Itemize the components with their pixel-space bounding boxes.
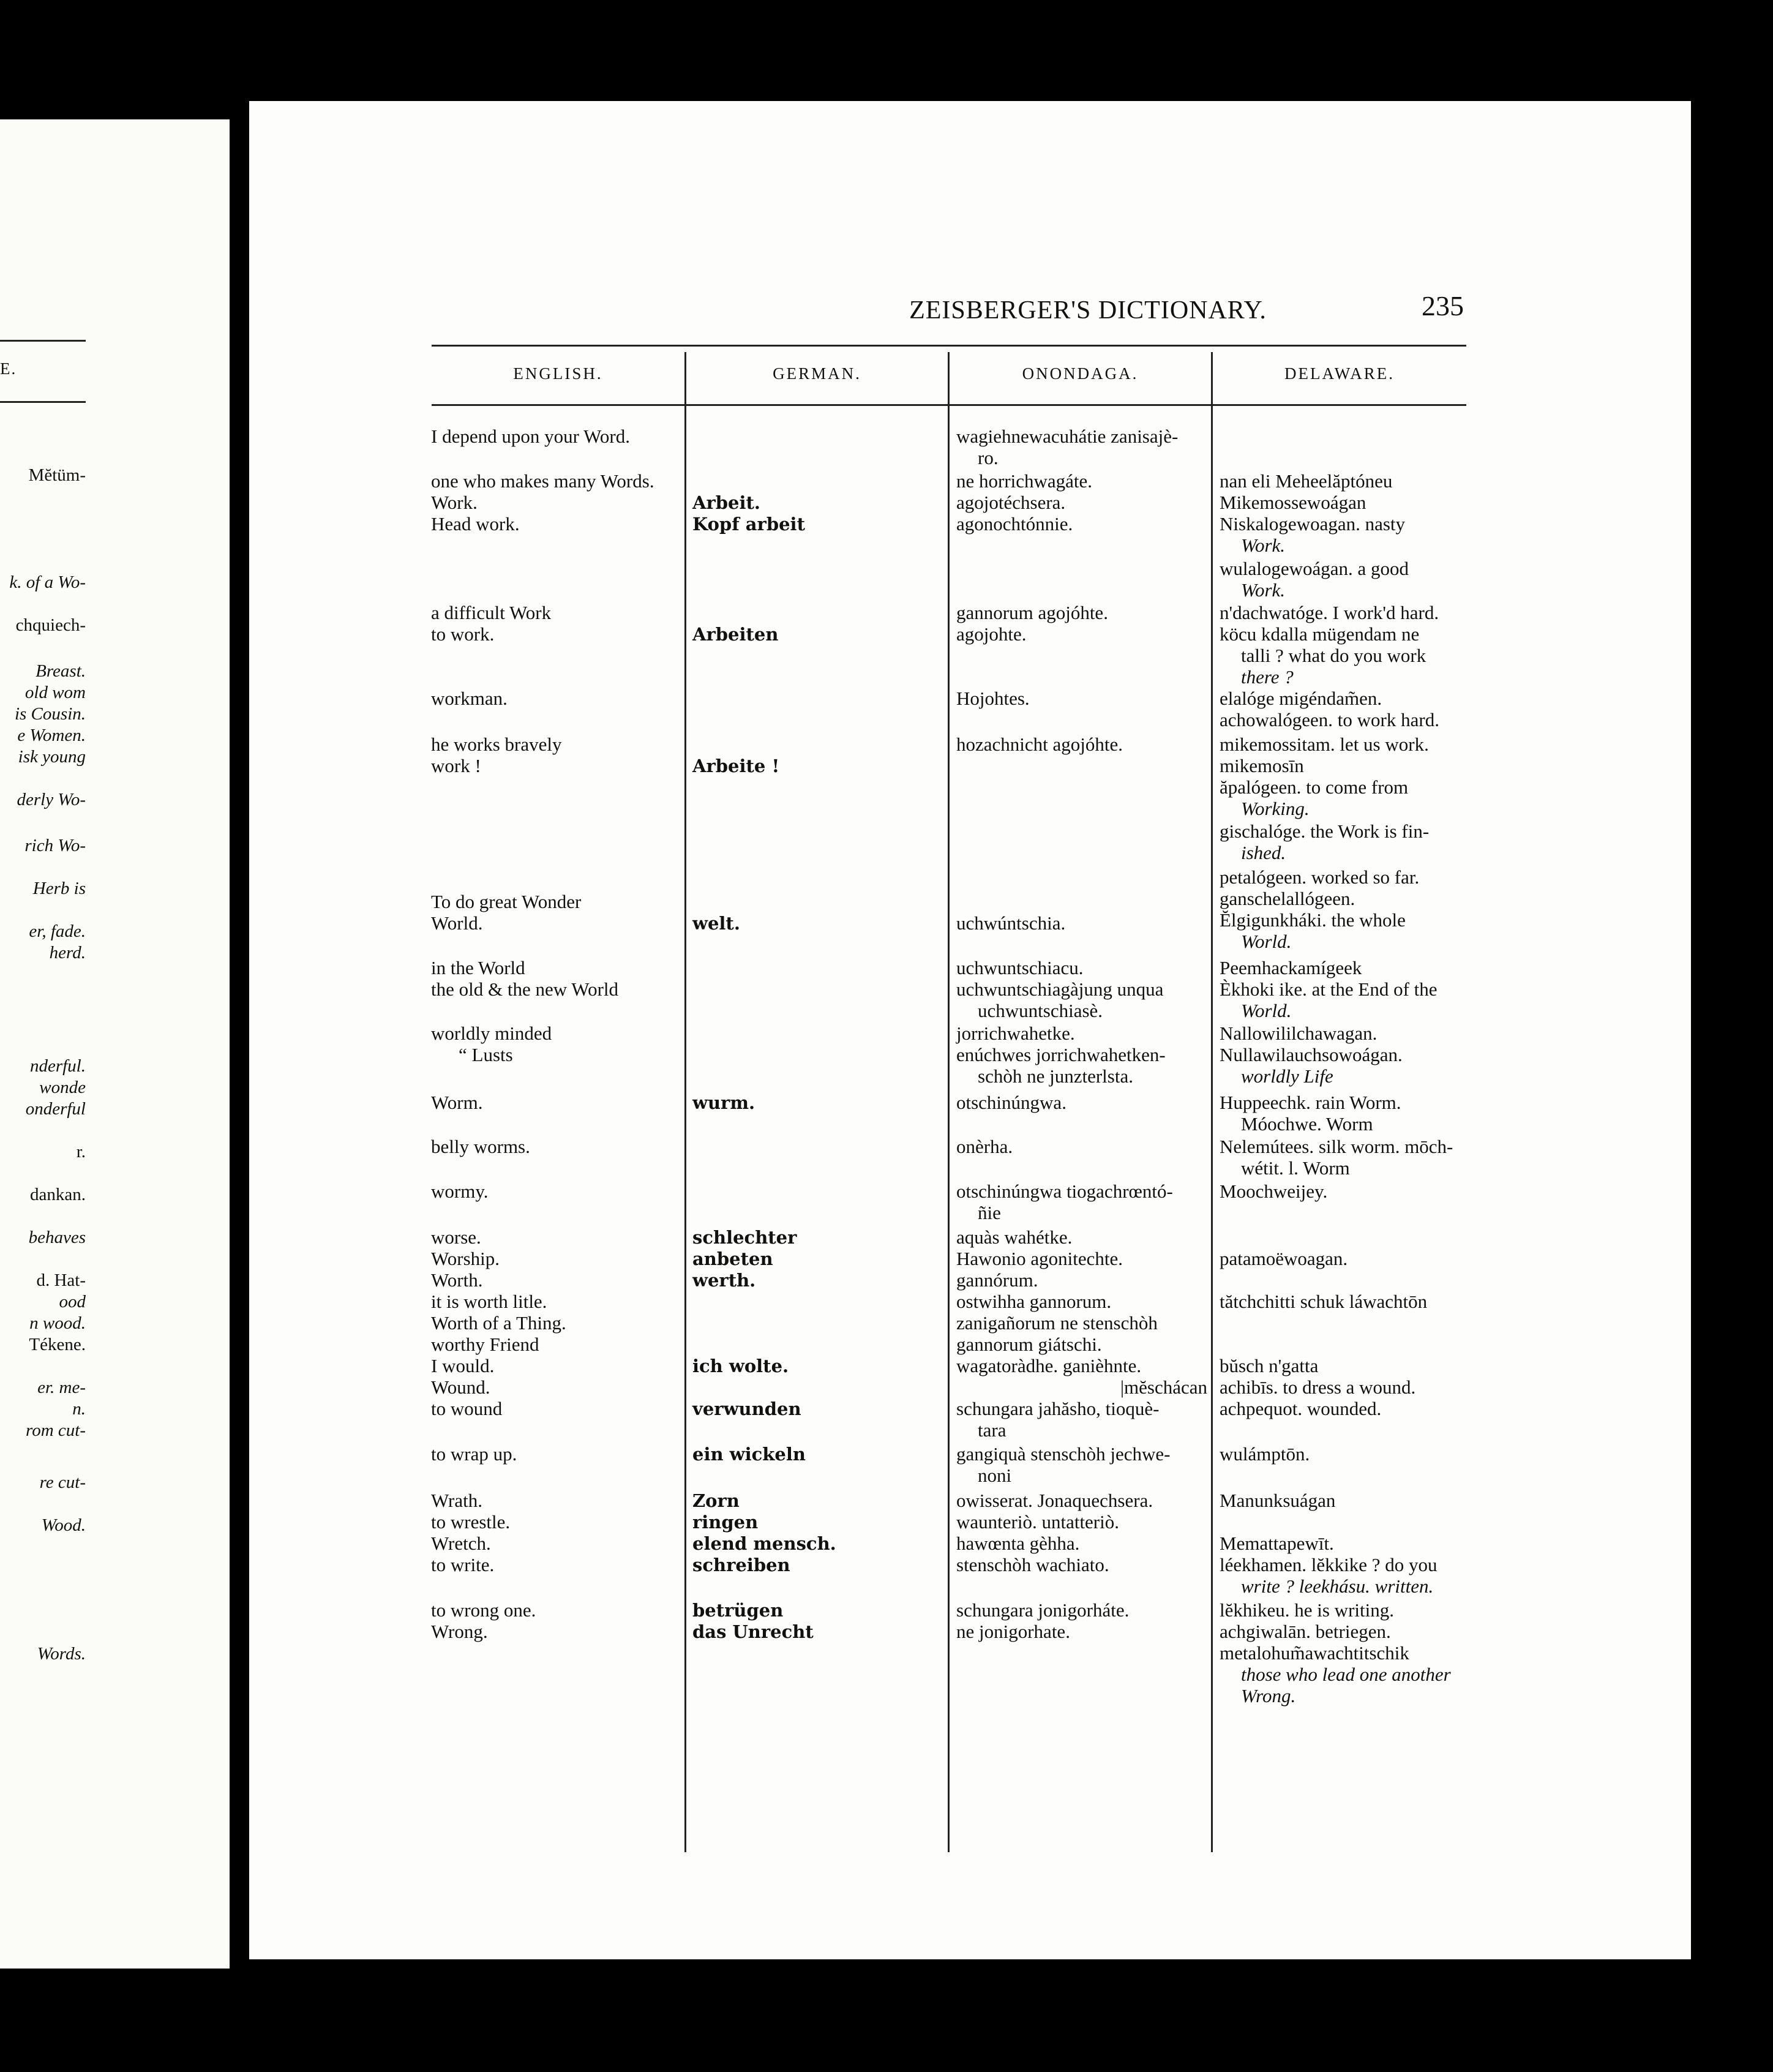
english-entry: Wretch. [431, 1533, 491, 1554]
onondaga-entry: jorrichwahetke. [956, 1023, 1075, 1044]
onondaga-entry: owisserat. Jonaquechsera. [956, 1490, 1153, 1511]
onondaga-entry: Hojohtes. [956, 688, 1030, 709]
english-entry: Wrath. [431, 1490, 482, 1511]
left-fragment: rom cut- [26, 1421, 86, 1440]
delaware-entry: tătchchitti schuk láwachtōn [1220, 1291, 1428, 1312]
onondaga-entry: gangiquà stenschòh jechwe- [956, 1443, 1171, 1465]
english-entry: worldly minded [431, 1023, 552, 1044]
left-fragment: er. me- [37, 1378, 86, 1397]
onondaga-entry: aquàs wahétke. [956, 1226, 1073, 1248]
delaware-entry: Wrong. [1241, 1685, 1296, 1706]
delaware-entry: Working. [1241, 798, 1310, 819]
onondaga-entry: onèrha. [956, 1136, 1013, 1157]
english-entry: worthy Friend [431, 1334, 539, 1355]
column-header-onondaga: ONONDAGA. [1022, 364, 1139, 383]
onondaga-entry: otschinúngwa. [956, 1092, 1066, 1113]
left-fragment: herd. [49, 943, 86, 963]
onondaga-entry: wagiehnewacuhátie zanisajè- [956, 426, 1179, 447]
delaware-entry: Work. [1241, 579, 1286, 601]
delaware-entry: Nullawilauchsowoágan. [1220, 1044, 1403, 1065]
german-entry: Arbeit. [692, 492, 761, 513]
left-fragment: k. of a Wo- [9, 572, 86, 592]
german-entry: Arbeiten [692, 624, 779, 645]
column-divider [948, 352, 950, 1852]
onondaga-entry: gannórum. [956, 1269, 1038, 1291]
left-fragment: chquiech- [15, 615, 86, 635]
english-entry: Worth. [431, 1269, 483, 1291]
delaware-entry: nan eli Meheelăptóneu [1220, 470, 1393, 492]
book-gutter [230, 110, 249, 1972]
english-entry: he works bravely [431, 734, 562, 755]
german-entry: das Unrecht [692, 1621, 814, 1642]
delaware-entry: Manunksuágan [1220, 1490, 1336, 1511]
left-fragment: is Cousin. [14, 704, 86, 724]
left-page-fragment [0, 119, 230, 1969]
left-fragment: onderful [25, 1099, 86, 1119]
english-entry: worse. [431, 1226, 481, 1248]
delaware-entry: lĕkhikeu. he is writing. [1220, 1599, 1394, 1621]
delaware-entry: mikemosīn [1220, 755, 1304, 776]
english-entry: to wrap up. [431, 1443, 517, 1465]
delaware-entry: n'dachwatóge. I work'd hard. [1220, 602, 1439, 623]
german-entry: verwunden [692, 1398, 801, 1419]
onondaga-entry: stenschòh wachiato. [956, 1554, 1109, 1575]
delaware-entry: bŭsch n'gatta [1220, 1355, 1319, 1376]
delaware-entry: achowalógeen. to work hard. [1220, 709, 1439, 730]
english-entry: Head work. [431, 513, 520, 535]
english-entry: Worm. [431, 1092, 483, 1113]
delaware-entry: achpequot. wounded. [1220, 1398, 1382, 1419]
onondaga-entry: uchwúntschia. [956, 912, 1066, 934]
left-page-rule [0, 401, 86, 403]
delaware-entry: wulalogewoágan. a good [1220, 558, 1409, 579]
delaware-entry: World. [1241, 1000, 1292, 1021]
german-entry: Zorn [692, 1490, 740, 1511]
german-entry: elend mensch. [692, 1533, 836, 1554]
english-entry: Worth of a Thing. [431, 1312, 566, 1334]
delaware-entry: Peemhackamígeek [1220, 957, 1362, 978]
delaware-entry: Work. [1241, 535, 1286, 556]
column-header-english: ENGLISH. [513, 364, 603, 383]
left-fragment: behaves [28, 1228, 86, 1247]
left-fragment: Mĕtüm- [28, 465, 86, 485]
column-header-delaware: DELAWARE. [1284, 364, 1395, 383]
german-entry: Kopf arbeit [692, 514, 805, 535]
delaware-entry: ganschelallógeen. [1220, 888, 1355, 909]
column-header-german: GERMAN. [773, 364, 861, 383]
delaware-entry: talli ? what do you work [1241, 645, 1426, 666]
delaware-entry: write ? leekhásu. written. [1241, 1575, 1434, 1597]
english-entry: work ! [431, 755, 481, 776]
onondaga-entry: ne horrichwagáte. [956, 470, 1093, 492]
delaware-entry: Èkhoki ike. at the End of the [1220, 978, 1438, 1000]
english-entry: it is worth litle. [431, 1291, 547, 1312]
onondaga-entry: |mĕschácan [1120, 1376, 1207, 1398]
delaware-entry: Móochwe. Worm [1241, 1113, 1373, 1135]
delaware-entry: World. [1241, 931, 1292, 952]
onondaga-entry: tara [978, 1419, 1006, 1441]
onondaga-entry: agojotéchsera. [956, 492, 1066, 513]
english-entry: I depend upon your Word. [431, 426, 630, 447]
onondaga-entry: zanigañorum ne stenschòh [956, 1312, 1158, 1334]
onondaga-entry: schungara jonigorháte. [956, 1599, 1130, 1621]
left-fragment: er, fade. [29, 922, 86, 941]
onondaga-entry: ro. [978, 447, 999, 468]
delaware-entry: Ĕlgigunkháki. the whole [1220, 909, 1406, 931]
delaware-entry: mikemossitam. let us work. [1220, 734, 1429, 755]
onondaga-entry: gannorum agojóhte. [956, 602, 1108, 623]
english-entry: Wrong. [431, 1621, 488, 1642]
onondaga-entry: wagatoràdhe. ganièhnte. [956, 1355, 1142, 1376]
english-entry: the old & the new World [431, 978, 619, 1000]
left-fragment: dankan. [30, 1185, 86, 1204]
left-fragment: isk young [18, 747, 86, 767]
left-page-rule [0, 340, 86, 342]
onondaga-entry: otschinúngwa tiogachrœntó- [956, 1181, 1173, 1202]
german-entry: ich wolte. [692, 1356, 789, 1376]
header-rule-top [432, 345, 1466, 347]
english-entry: to work. [431, 623, 495, 645]
onondaga-entry: Hawonio agonitechte. [956, 1248, 1123, 1269]
delaware-entry: Moochweijey. [1220, 1181, 1328, 1202]
onondaga-entry: uchwuntschiacu. [956, 957, 1084, 978]
english-entry: Worship. [431, 1248, 500, 1269]
column-divider [1211, 352, 1213, 1852]
german-entry: betrügen [692, 1600, 784, 1621]
onondaga-entry: schòh ne junzterlsta. [978, 1065, 1133, 1087]
english-entry: Wound. [431, 1376, 490, 1398]
delaware-entry: wétit. l. Worm [1241, 1157, 1350, 1179]
german-entry: schlechter [692, 1227, 797, 1248]
english-entry: World. [431, 912, 483, 934]
english-entry: “ Lusts [459, 1044, 513, 1065]
left-fragment: r. [76, 1142, 86, 1162]
dictionary-page [249, 101, 1691, 1959]
delaware-entry: achibīs. to dress a wound. [1220, 1376, 1416, 1398]
german-entry: welt. [692, 913, 740, 934]
left-fragment: re cut- [39, 1473, 86, 1492]
delaware-entry: Memattapewīt. [1220, 1533, 1334, 1554]
english-entry: to wrestle. [431, 1511, 511, 1533]
english-entry: to write. [431, 1554, 495, 1575]
left-page-header: E. [0, 359, 17, 378]
delaware-entry: those who lead one another [1241, 1664, 1451, 1685]
column-divider [684, 352, 686, 1852]
delaware-entry: köcu kdalla mügendam ne [1220, 623, 1420, 645]
left-fragment: old wom [24, 683, 86, 702]
delaware-entry: wulámptōn. [1220, 1443, 1310, 1465]
german-entry: ringen [692, 1512, 759, 1533]
onondaga-entry: enúchwes jorrichwahetken- [956, 1044, 1166, 1065]
english-entry: to wrong one. [431, 1599, 536, 1621]
left-fragment: d. Hat- [36, 1271, 86, 1290]
german-entry: schreiben [692, 1555, 790, 1575]
onondaga-entry: agonochtónnie. [956, 513, 1073, 535]
english-entry: Work. [431, 492, 478, 513]
onondaga-entry: uchwuntschiasè. [978, 1000, 1103, 1021]
english-entry: I would. [431, 1355, 495, 1376]
english-entry: one who makes many Words. [431, 470, 654, 492]
onondaga-entry: ñie [978, 1202, 1001, 1223]
left-fragment: n. [72, 1399, 86, 1419]
onondaga-entry: hawœnta gèhha. [956, 1533, 1080, 1554]
delaware-entry: ăpalógeen. to come from [1220, 776, 1409, 798]
delaware-entry: Mikemossewoágan [1220, 492, 1366, 513]
left-fragment: Wood. [41, 1515, 86, 1535]
onondaga-entry: hozachnicht agojóhte. [956, 734, 1123, 755]
delaware-entry: Niskalogewoagan. nasty [1220, 513, 1406, 535]
page-header-title: ZEISBERGER'S DICTIONARY. [909, 296, 1267, 325]
delaware-entry: elalóge migéndam̃en. [1220, 688, 1382, 709]
left-fragment: nderful. [29, 1056, 86, 1076]
left-fragment: Breast. [36, 661, 86, 681]
onondaga-entry: agojohte. [956, 623, 1027, 645]
left-fragment: derly Wo- [17, 790, 86, 809]
left-fragment: Tékene. [29, 1335, 86, 1354]
english-entry: in the World [431, 957, 525, 978]
delaware-entry: worldly Life [1241, 1065, 1333, 1087]
english-entry: To do great Wonder [431, 891, 582, 912]
delaware-entry: patamoëwoagan. [1220, 1248, 1348, 1269]
onondaga-entry: schungara jahăsho, tioquè- [956, 1398, 1160, 1419]
english-entry: belly worms. [431, 1136, 530, 1157]
delaware-entry: metalohum̃awachtitschik [1220, 1642, 1409, 1664]
left-fragment: rich Wo- [24, 836, 86, 855]
german-entry: wurm. [692, 1092, 755, 1113]
left-fragment: Words. [37, 1644, 86, 1664]
delaware-entry: Nelemútees. silk worm. mōch- [1220, 1136, 1453, 1157]
english-entry: to wound [431, 1398, 503, 1419]
onondaga-entry: ostwihha gannorum. [956, 1291, 1112, 1312]
onondaga-entry: ne jonigorhate. [956, 1621, 1070, 1642]
onondaga-entry: noni [978, 1465, 1012, 1486]
delaware-entry: there ? [1241, 666, 1294, 688]
german-entry: werth. [692, 1270, 756, 1291]
left-fragment: e Women. [17, 726, 86, 745]
english-entry: wormy. [431, 1181, 489, 1202]
delaware-entry: gischalóge. the Work is fin- [1220, 820, 1430, 842]
onondaga-entry: gannorum giátschi. [956, 1334, 1102, 1355]
onondaga-entry: waunteriò. untatteriò. [956, 1511, 1119, 1533]
german-entry: anbeten [692, 1248, 773, 1269]
german-entry: ein wickeln [692, 1444, 806, 1465]
left-fragment: ood [59, 1292, 86, 1312]
delaware-entry: Huppeechk. rain Worm. [1220, 1092, 1401, 1113]
onondaga-entry: uchwuntschiagàjung unqua [956, 978, 1164, 1000]
delaware-entry: achgiwalān. betriegen. [1220, 1621, 1391, 1642]
german-entry: Arbeite ! [692, 756, 780, 776]
english-entry: workman. [431, 688, 508, 709]
left-fragment: n wood. [29, 1313, 86, 1333]
english-entry: a difficult Work [431, 602, 552, 623]
left-fragment: wonde [39, 1078, 86, 1097]
page-number: 235 [1422, 290, 1464, 321]
delaware-entry: léekhamen. lĕkkike ? do you [1220, 1554, 1438, 1575]
delaware-entry: ished. [1241, 842, 1286, 863]
left-fragment: Herb is [32, 879, 86, 898]
delaware-entry: petalógeen. worked so far. [1220, 866, 1420, 888]
delaware-entry: Nallowililchawagan. [1220, 1023, 1378, 1044]
